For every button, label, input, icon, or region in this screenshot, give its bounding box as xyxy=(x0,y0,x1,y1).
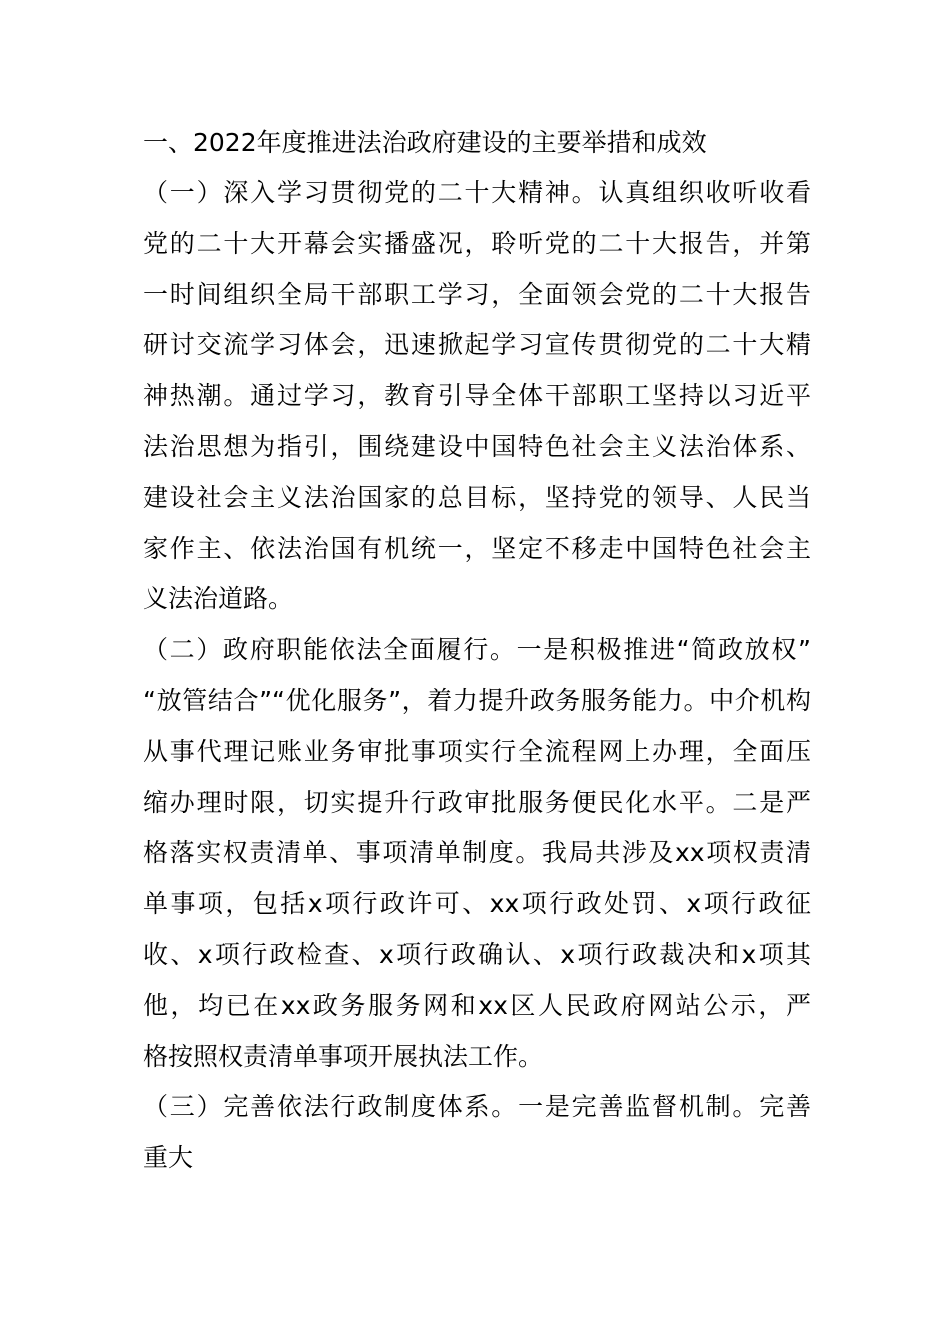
document-body xyxy=(143,118,811,1184)
paragraph-line: 格落实权责清单、事项清单制度。我局共涉及xx项权责清 xyxy=(143,838,811,868)
paragraph-line: 从事代理记账业务审批事项实行全流程网上办理，全面压 xyxy=(143,736,811,766)
paragraph-line: 义法治道路。 xyxy=(143,584,294,614)
paragraph-line: 研讨交流学习体会，迅速掀起学习宣传贯彻党的二十大精 xyxy=(143,330,811,360)
paragraph-line: （一）深入学习贯彻党的二十大精神。认真组织收听收看 xyxy=(143,178,811,207)
paragraph-line: 建设社会主义法治国家的总目标，坚持党的领导、人民当 xyxy=(143,482,811,512)
paragraph-3 xyxy=(143,1082,811,1184)
paragraph-line: 神热潮。通过学习，教育引导全体干部职工坚持以习近平 xyxy=(143,381,811,411)
paragraph-line: 法治思想为指引，围绕建设中国特色社会主义法治体系、 xyxy=(143,431,811,461)
paragraph-line: 收、x项行政检查、x项行政确认、x项行政裁决和x项其 xyxy=(143,939,811,969)
paragraph-1 xyxy=(143,168,811,625)
paragraph-line: 单事项，包括x项行政许可、xx项行政处罚、x项行政征 xyxy=(143,889,811,919)
paragraph-line: 缩办理时限，切实提升行政审批服务便民化水平。二是严 xyxy=(143,787,811,817)
section-heading: 一、2022年度推进法治政府建设的主要举措和成效 xyxy=(143,128,707,157)
paragraph-line: （三）完善依法行政制度体系。一是完善监督机制。完善 xyxy=(143,1092,811,1122)
paragraph-line: 重大 xyxy=(143,1143,194,1173)
paragraph-line: “放管结合”“优化服务”，着力提升政务服务能力。中介机构 xyxy=(143,685,811,715)
paragraph-line: 家作主、依法治国有机统一，坚定不移走中国特色社会主 xyxy=(143,533,811,563)
paragraph-line: 他，均已在xx政务服务网和xx区人民政府网站公示，严 xyxy=(143,990,811,1020)
paragraph-line: （二）政府职能依法全面履行。一是积极推进“简政放权” xyxy=(143,635,811,665)
paragraph-line: 一时间组织全局干部职工学习，全面领会党的二十大报告 xyxy=(143,279,811,309)
paragraph-line: 党的二十大开幕会实播盛况，聆听党的二十大报告，并第 xyxy=(143,228,811,258)
paragraph-2 xyxy=(143,625,811,1082)
paragraph-line: 格按照权责清单事项开展执法工作。 xyxy=(143,1041,544,1071)
